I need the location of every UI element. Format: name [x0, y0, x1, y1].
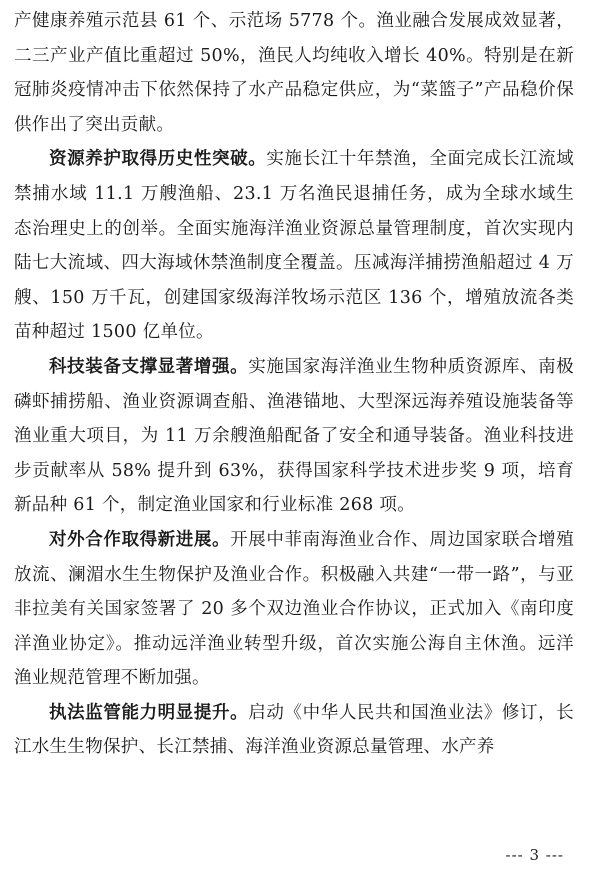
- paragraph-continued: [14, 4, 574, 142]
- paragraph-resource-protection: [14, 142, 574, 350]
- body-text: [14, 4, 574, 765]
- paragraph-lead: 执法监管能力明显提升。: [49, 702, 249, 723]
- paragraph-body: 开展中菲南海渔业合作、周边国家联合增殖放流、澜湄水生生物保护及渔业合作。积极融入共建“一带一路”，与亚非拉美有关国家签署了 20 多个双边渔业合作协议，正式加入《南印度洋渔业协定》。推动远洋渔业转型升级，首次实施公海自主休渔。远洋渔业规范管理不断加强。: [14, 529, 575, 689]
- paragraph-body: 实施国家海洋渔业生物种质资源库、南极磷虾捕捞船、渔业资源调查船、渔港锚地、大型深远海养殖设施装备等渔业重大项目，为 11 万余艘渔船配备了安全和通导装备。渔业科技进步贡献率从 58% 提升到 63%，获得国家科学技术进步奖 9 项，培育新品种 61 个，制定渔业国家和行业标准 268 项。: [14, 356, 574, 516]
- paragraph-body: 启动《中华人民共和国渔业法》修订，长江水生生物保护、长江禁捕、海洋渔业资源总量管理、水产养: [14, 702, 574, 758]
- paragraph-body: 实施长江十年禁渔，全面完成长江流域禁捕水域 11.1 万艘渔船、23.1 万名渔民退捕任务，成为全球水域生态治理史上的创举。全面实施海洋渔业资源总量管理制度，首次实现内陆七大流域、四大海域休禁渔制度全覆盖。压减海洋捕捞渔船超过 4 万艘、150 万千瓦，创建国家级海洋牧场示范区 136 个，增殖放流各类苗种超过 1500 亿单位。: [14, 149, 574, 343]
- paragraph-lead: 科技装备支撑显著增强。: [49, 356, 249, 377]
- paragraph-foreign-cooperation: [14, 523, 574, 696]
- paragraph-lead: 资源养护取得历史性突破。: [49, 149, 267, 170]
- paragraph-law-enforcement: [14, 696, 574, 765]
- paragraph-lead: 对外合作取得新进展。: [49, 529, 231, 550]
- paragraph-tech-equipment: [14, 350, 574, 523]
- paragraph-body: 产健康养殖示范县 61 个、示范场 5778 个。渔业融合发展成效显著，二三产业产值比重超过 50%，渔民人均纯收入增长 40%。特别是在新冠肺炎疫情冲击下依然保持了水产品稳定供应，为“菜篮子”产品稳价保供作出了突出贡献。: [14, 11, 574, 135]
- page-number: --- 3 ---: [505, 846, 564, 864]
